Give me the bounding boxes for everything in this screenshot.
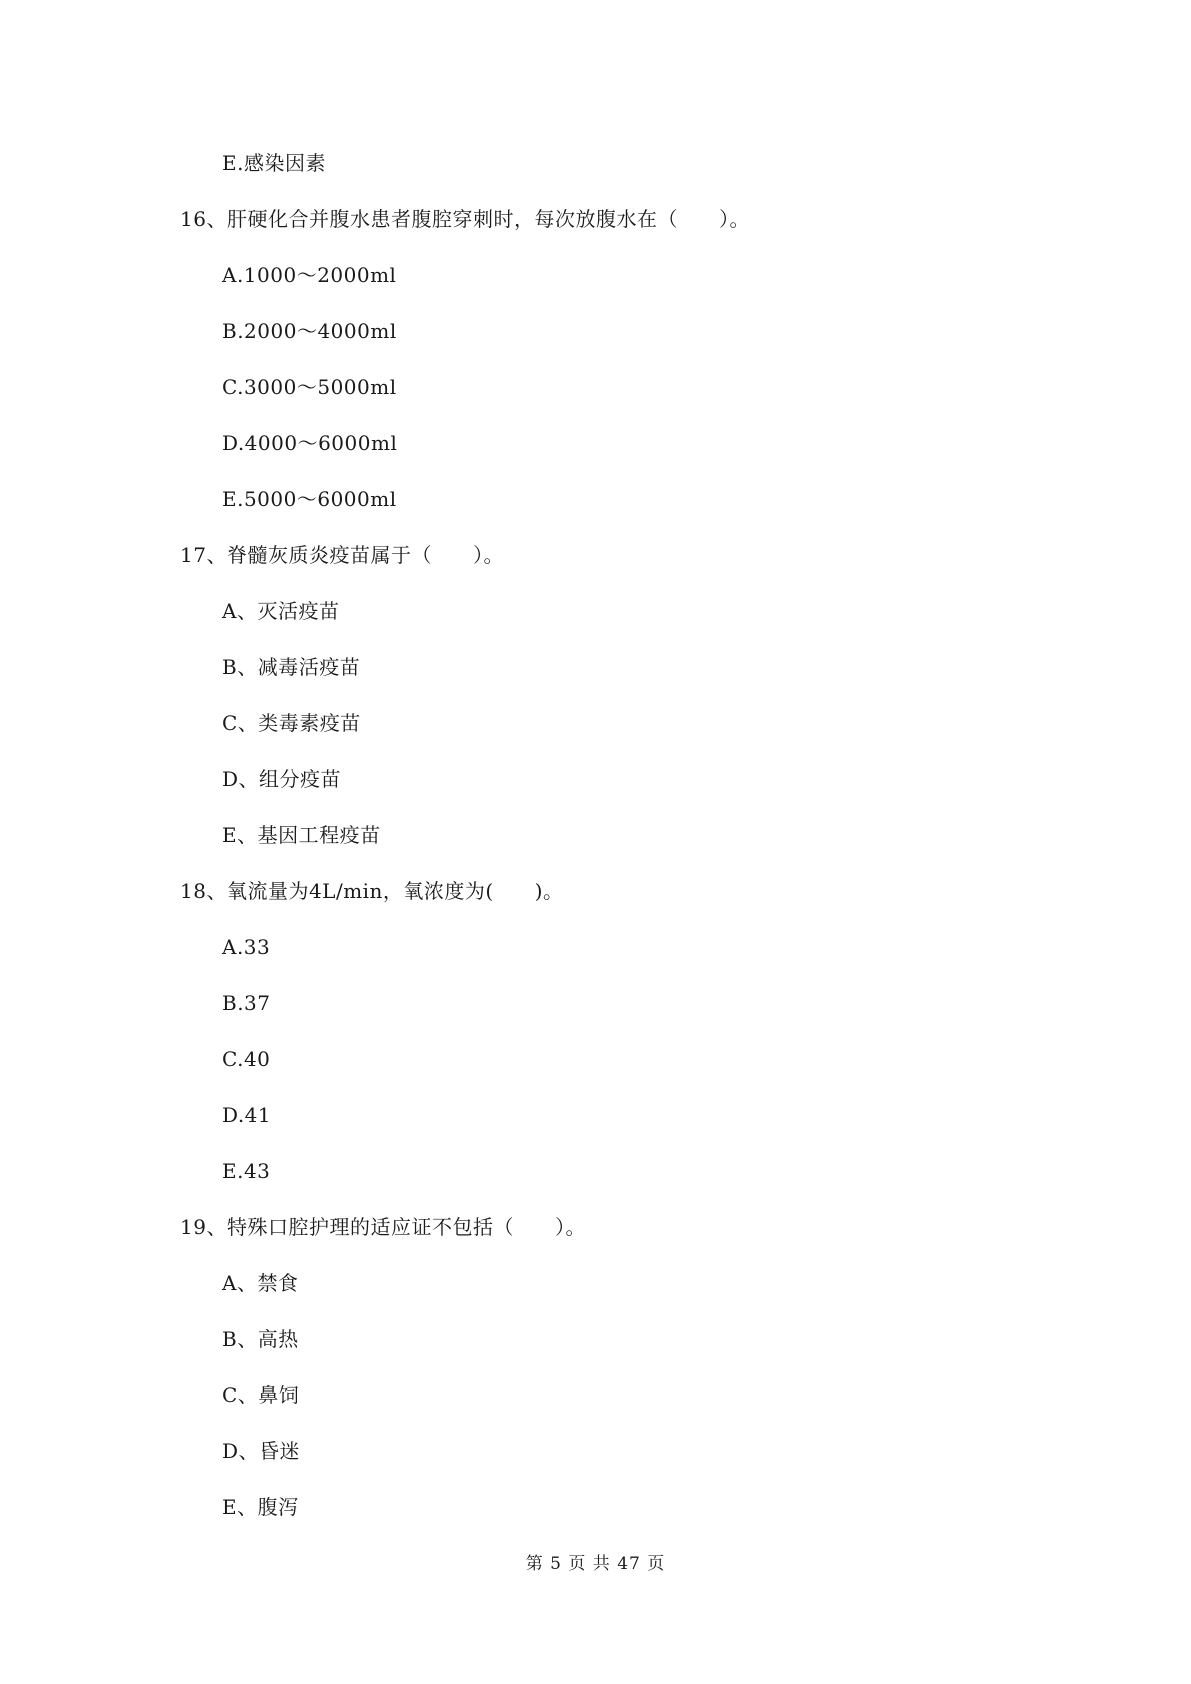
option-17b: B、减毒活疫苗	[222, 655, 361, 679]
option-16b: B.2000～4000ml	[222, 319, 397, 343]
question-19: 19、特殊口腔护理的适应证不包括（ ）。	[180, 1215, 586, 1239]
option-17e: E、基因工程疫苗	[222, 823, 381, 847]
option-16e: E.5000～6000ml	[222, 487, 397, 511]
option-18d: D.41	[222, 1103, 272, 1127]
option-19a: A、禁食	[222, 1271, 299, 1295]
question-18: 18、氧流量为4L/min，氧浓度为( )。	[180, 879, 564, 903]
option-18e: E.43	[222, 1159, 271, 1183]
option-19e: E、腹泻	[222, 1495, 299, 1519]
question-16: 16、肝硬化合并腹水患者腹腔穿刺时，每次放腹水在（ ）。	[180, 207, 750, 231]
option-16d: D.4000～6000ml	[222, 431, 398, 455]
question-17: 17、脊髓灰质炎疫苗属于（ ）。	[180, 543, 504, 567]
option-18c: C.40	[222, 1047, 271, 1071]
option-15e: E.感染因素	[222, 151, 326, 175]
page-footer: 第 5 页 共 47 页	[525, 1554, 666, 1574]
option-18b: B.37	[222, 991, 271, 1015]
option-19c: C、鼻饲	[222, 1383, 300, 1407]
option-17a: A、灭活疫苗	[222, 599, 340, 623]
option-17d: D、组分疫苗	[222, 767, 342, 791]
option-17c: C、类毒素疫苗	[222, 711, 361, 735]
option-16a: A.1000～2000ml	[222, 263, 397, 287]
option-19b: B、高热	[222, 1327, 299, 1351]
option-18a: A.33	[222, 935, 271, 959]
option-16c: C.3000～5000ml	[222, 375, 397, 399]
option-19d: D、昏迷	[222, 1439, 301, 1463]
